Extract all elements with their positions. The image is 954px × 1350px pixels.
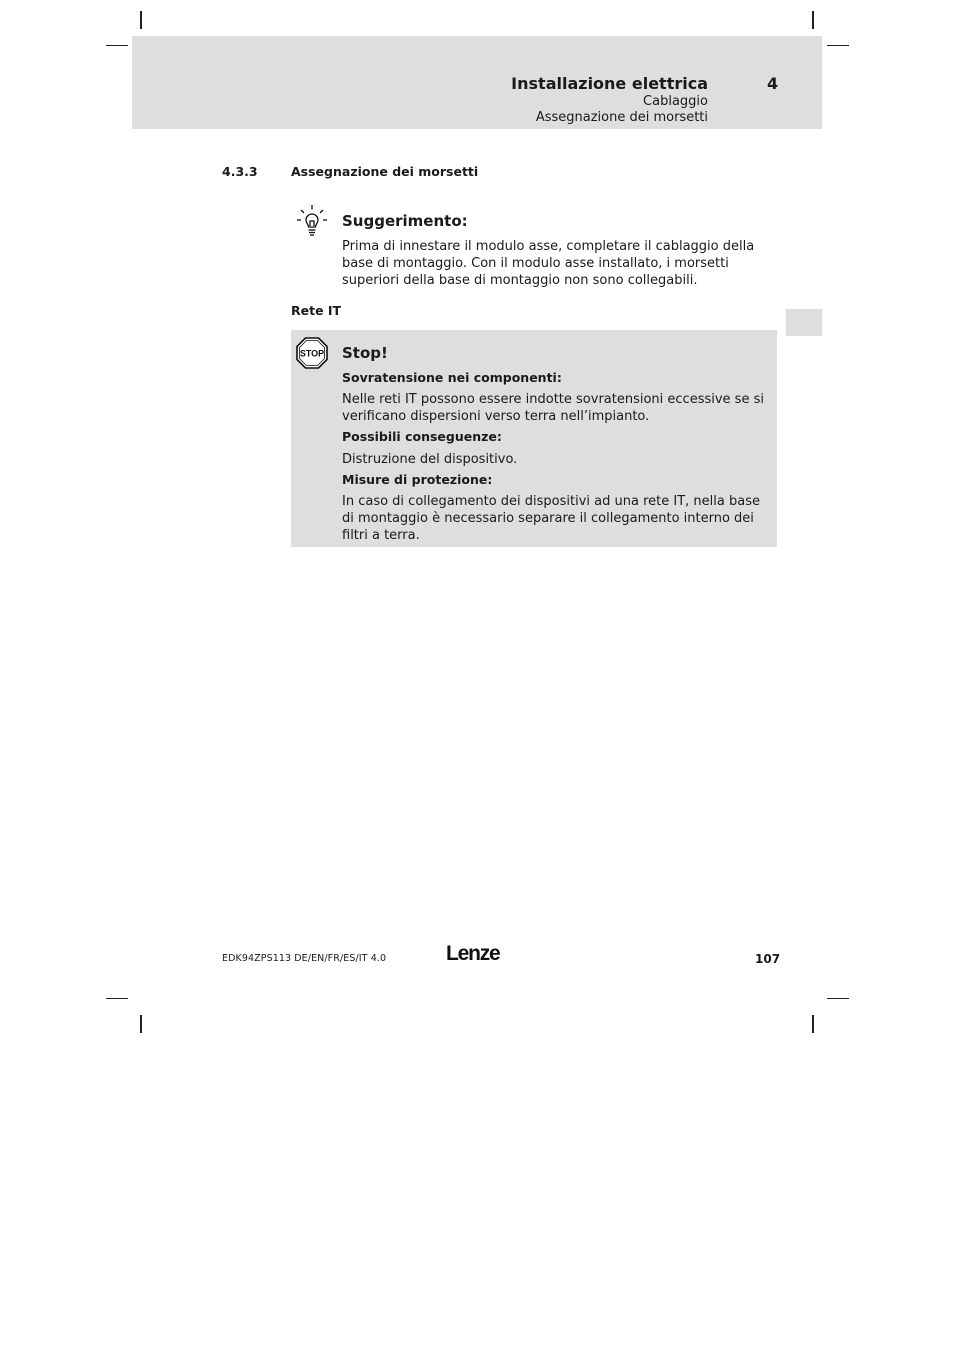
- crop-mark: [812, 11, 814, 29]
- crop-mark: [812, 1015, 814, 1033]
- crop-mark: [106, 45, 128, 46]
- warning-text: Nelle reti IT possono essere indotte sovratensioni eccessive se si verificano dispersioni verso terra nell’impianto.: [342, 392, 764, 424]
- crop-mark: [140, 1015, 142, 1033]
- header-band: [132, 36, 822, 129]
- consequence-label: Possibili conseguenze:: [342, 429, 502, 444]
- document-code: EDK94ZPS113 DE/EN/FR/ES/IT 4.0: [222, 953, 387, 964]
- protection-label: Misure di protezione:: [342, 472, 493, 487]
- section-title: Assegnazione dei morsetti: [291, 164, 479, 179]
- lightbulb-icon: [296, 204, 328, 238]
- header-subtitle: Cablaggio: [643, 94, 708, 109]
- tip-text: Prima di innestare il modulo asse, completare il cablaggio della base di montaggio. Con il modulo asse installato, i morsetti superiori della base di montaggio non sono collegabili.: [342, 239, 755, 288]
- consequence-text: Distruzione del dispositivo.: [342, 452, 518, 467]
- crop-mark: [106, 998, 128, 999]
- brand-logo: Lenze: [446, 942, 500, 965]
- crop-mark: [140, 11, 142, 29]
- crop-mark: [827, 998, 849, 999]
- stop-heading: Stop!: [342, 344, 388, 362]
- crop-mark: [827, 45, 849, 46]
- chapter-side-tab: [786, 309, 822, 336]
- chapter-title: Installazione elettrica: [511, 74, 708, 93]
- section-number: 4.3.3: [222, 164, 258, 179]
- subsection-label: Rete IT: [291, 303, 342, 318]
- header-subtitle: Assegnazione dei morsetti: [535, 110, 708, 125]
- chapter-number: 4: [767, 74, 779, 93]
- page-number: 107: [755, 952, 781, 966]
- warning-label: Sovratensione nei componenti:: [342, 370, 562, 385]
- protection-text: In caso di collegamento dei dispositivi ad una rete IT, nella base di montaggio è necessario separare il collegamento interno dei filtri a terra.: [342, 494, 760, 543]
- stop-sign-icon: [296, 337, 328, 369]
- stop-icon-text: STOP: [299, 348, 325, 359]
- tip-heading: Suggerimento:: [342, 212, 468, 230]
